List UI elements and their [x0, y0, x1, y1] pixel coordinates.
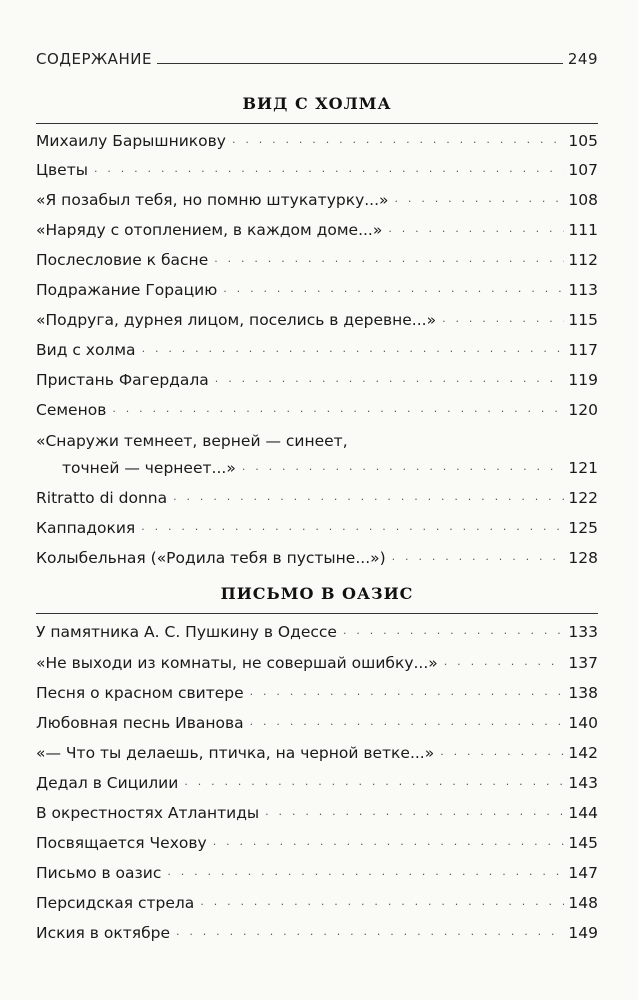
leader-dots	[94, 162, 564, 175]
entry-page: 113	[568, 281, 598, 299]
entry-page: 117	[568, 341, 598, 359]
leader-dots	[173, 490, 564, 503]
entry-page: 122	[568, 489, 598, 507]
toc-entry	[36, 646, 598, 672]
leader-dots	[250, 715, 564, 728]
entry-page: 137	[568, 654, 598, 672]
entry-page: 140	[568, 714, 598, 732]
entry-title: Иския в октябре	[36, 924, 170, 942]
entry-page: 107	[568, 161, 598, 179]
toc-entry	[36, 916, 598, 942]
entry-page: 143	[568, 774, 598, 792]
entry-page: 121	[568, 459, 598, 477]
toc-entry	[36, 153, 598, 179]
entry-title: Посвящается Чехову	[36, 834, 207, 852]
toc-entry	[36, 363, 598, 389]
entry-page: 105	[568, 132, 598, 150]
entry-title: Послесловие к басне	[36, 251, 209, 269]
entry-page: 119	[568, 371, 598, 389]
entry-page: 145	[568, 834, 598, 852]
entry-title: Письмо в оазис	[36, 864, 162, 882]
toc-entry	[36, 736, 598, 762]
entry-page: 138	[568, 684, 598, 702]
entry-title: Любовная песнь Иванова	[36, 714, 244, 732]
toc-entry	[36, 856, 598, 882]
leader-dots	[232, 133, 564, 146]
entry-title: «Наряду с отоплением, в каждом доме...»	[36, 221, 383, 239]
section-rule	[36, 613, 598, 614]
leader-dots	[141, 520, 564, 533]
entry-page: 125	[568, 519, 598, 537]
entry-title: Пристань Фагердала	[36, 371, 209, 389]
leader-dots	[250, 685, 564, 698]
section-title-pismo-v-oazis: ПИСЬМО В ОАЗИС	[220, 584, 414, 603]
toc-entry	[36, 273, 598, 299]
entry-title: В окрестностях Атлантиды	[36, 804, 260, 822]
header-rule	[157, 63, 563, 64]
entry-title: «Не выходи из комнаты, не совершай ошибку...»	[36, 654, 438, 672]
entry-page: 111	[568, 221, 598, 239]
toc-entry	[36, 676, 598, 702]
leader-dots	[388, 222, 564, 235]
entry-title: У памятника А. С. Пушкину в Одессе	[36, 623, 337, 641]
toc-entry	[36, 303, 598, 329]
leader-dots	[167, 865, 564, 878]
entry-title: Цветы	[36, 161, 88, 179]
leader-dots	[200, 895, 564, 908]
toc-entry	[36, 124, 598, 150]
leader-dots	[213, 835, 564, 848]
entry-title: «— Что ты делаешь, птичка, на черной ветке...»	[36, 744, 435, 762]
toc-entry	[36, 183, 598, 209]
section-title-vid-s-kholma: ВИД С ХОЛМА	[242, 94, 392, 113]
entry-title: «Подруга, дурнея лицом, поселись в деревне...»	[36, 311, 437, 329]
leader-dots	[343, 624, 564, 637]
entry-title: Семенов	[36, 401, 107, 419]
entry-page: 115	[568, 311, 598, 329]
leader-dots	[444, 655, 564, 668]
toc-entry	[36, 706, 598, 732]
entry-title: Каппадокия	[36, 519, 136, 537]
entry-title: Песня о красном свитере	[36, 684, 244, 702]
entry-page: 148	[568, 894, 598, 912]
header-title: СОДЕРЖАНИЕ	[36, 50, 152, 68]
entry-title: Михаилу Барышникову	[36, 132, 226, 150]
entry-title: Колыбельная («Родила тебя в пустыне...»)	[36, 549, 386, 567]
toc-entry	[62, 451, 598, 477]
entry-title: Ritratto di donna	[36, 489, 168, 507]
header-page-number: 249	[567, 50, 598, 68]
toc-entry	[36, 243, 598, 269]
toc-entry	[36, 886, 598, 912]
toc-entry	[36, 826, 598, 852]
leader-dots	[112, 402, 564, 415]
leader-dots	[442, 312, 564, 325]
toc-entry	[36, 511, 598, 537]
entry-page: 149	[568, 924, 598, 942]
toc-entry	[36, 213, 598, 239]
leader-dots	[242, 460, 564, 473]
leader-dots	[392, 550, 564, 563]
entry-page: 108	[568, 191, 598, 209]
entry-page: 133	[568, 623, 598, 641]
toc-entry	[36, 541, 598, 567]
entry-title: Вид с холма	[36, 341, 136, 359]
toc-entry	[36, 615, 598, 641]
entry-page: 120	[568, 401, 598, 419]
entry-title: Дедал в Сицилии	[36, 774, 179, 792]
leader-dots	[395, 192, 564, 205]
running-header	[36, 44, 598, 68]
entry-title: Персидская стрела	[36, 894, 195, 912]
leader-dots	[176, 925, 564, 938]
leader-dots	[142, 342, 564, 355]
entry-page: 144	[568, 804, 598, 822]
toc-entry	[36, 796, 598, 822]
leader-dots	[184, 775, 564, 788]
entry-page: 112	[568, 251, 598, 269]
leader-dots	[440, 745, 564, 758]
leader-dots	[215, 372, 564, 385]
toc-entry	[36, 333, 598, 359]
entry-title-line1: «Снаружи темнеет, верней — синеет,	[36, 432, 348, 450]
toc-entry	[36, 393, 598, 419]
leader-dots	[265, 805, 564, 818]
entry-title: «Я позабыл тебя, но помню штукатурку...»	[36, 191, 389, 209]
leader-dots	[223, 282, 564, 295]
entry-page: 147	[568, 864, 598, 882]
toc-entry	[36, 766, 598, 792]
entry-page: 142	[568, 744, 598, 762]
entry-title: точней — чернеет...»	[62, 459, 236, 477]
entry-title: Подражание Горацию	[36, 281, 218, 299]
leader-dots	[214, 252, 564, 265]
toc-entry	[36, 481, 598, 507]
entry-page: 128	[568, 549, 598, 567]
